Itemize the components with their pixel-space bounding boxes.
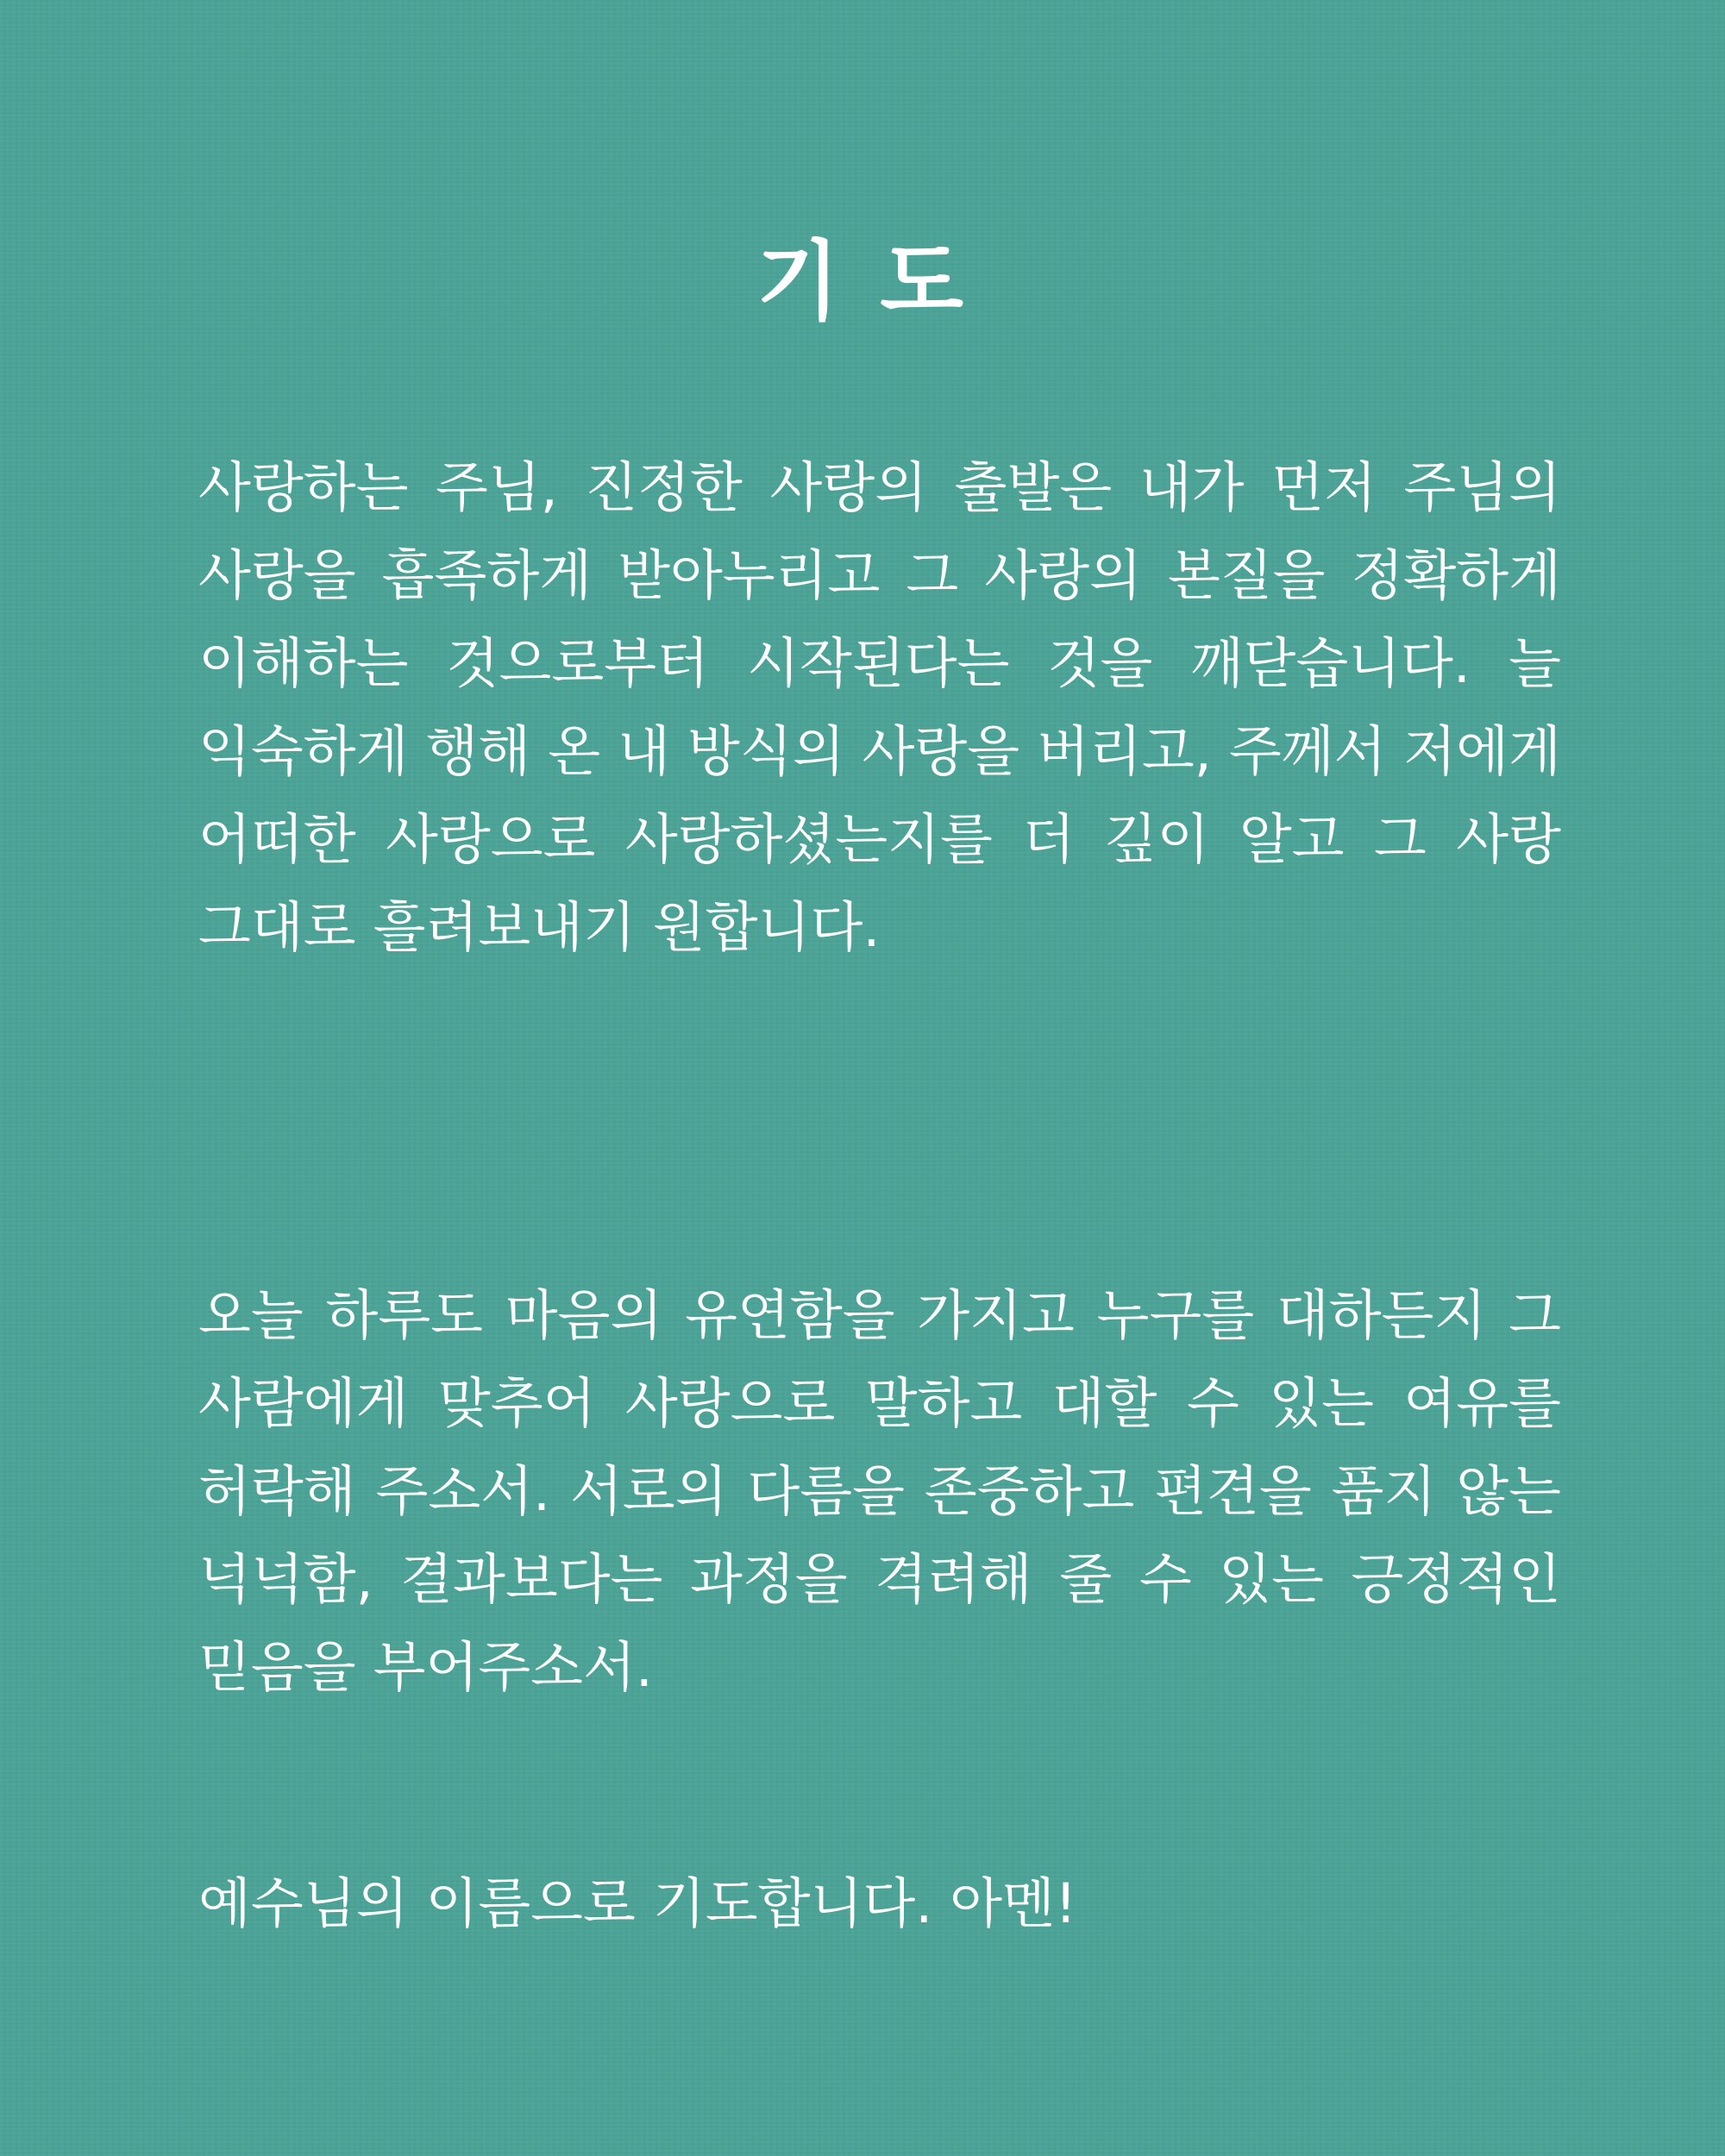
page-title: 기 도 — [756, 231, 969, 332]
prayer-paragraph-2: 오늘 하루도 마음의 유연함을 가지고 누구를 대하든지 그 사람에게 맞추어 사랑으로 말하고 대할 수 있는 여유를 허락해 주소서. 서로의 다름을 존중하고 편견을 품지 않는 넉넉함, 결과보다는 과정을 격려해 줄 수 있는 긍정적인 믿음을 부어주소서. — [198, 1284, 1561, 1699]
prayer-paragraph-1: 사랑하는 주님, 진정한 사랑의 출발은 내가 먼저 주님의 사랑을 흡족하게 받아누리고 그 사랑의 본질을 정확하게 이해하는 것으로부터 시작된다는 것을 깨닫습니다. 늘 익숙하게 행해 온 내 방식의 사랑을 버리고, 주께서 저에게 어떠한 사랑으로 사랑하셨는지를 더 깊이 알고 그 사랑 그대로 흘려보내기 원합니다. — [198, 456, 1561, 959]
prayer-closing: 예수님의 이름으로 기도합니다. 아멘! — [198, 1872, 1077, 1935]
